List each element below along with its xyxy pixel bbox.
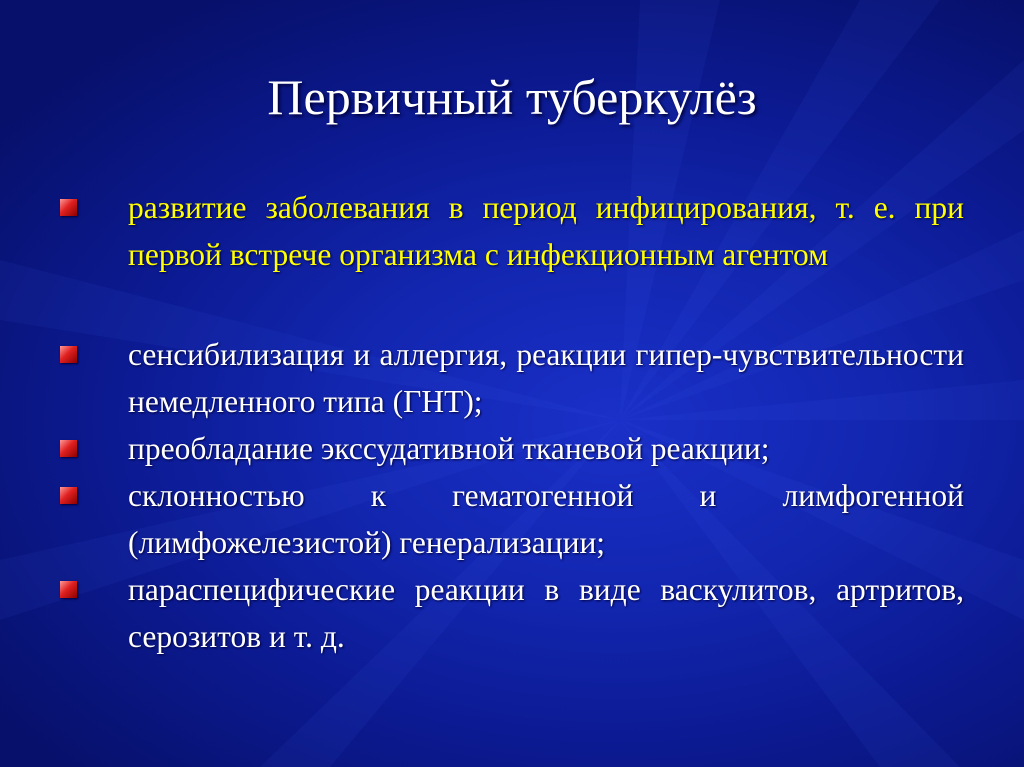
bullet-square-icon	[60, 581, 77, 598]
slide-title: Первичный туберкулёз	[267, 69, 757, 125]
bullet-text: сенсибилизация и аллергия, реакции гипер-чувствительности немедленного типа (ГНТ);	[128, 337, 964, 419]
bullet-text: склонностью к гематогенной и лимфогенной (лимфожелезистой) генерализации;	[128, 478, 964, 560]
list-item	[128, 331, 964, 425]
bullet-text: параспецифические реакции в виде васкулитов, артритов, серозитов и т. д.	[128, 572, 964, 654]
bullet-square-icon	[60, 440, 77, 457]
bullet-text: развитие заболевания в период инфицирования, т. е. при первой встрече организма с инфекционным агентом	[128, 190, 964, 272]
bullet-square-icon	[60, 346, 77, 363]
bullet-square-icon	[60, 487, 77, 504]
list-item	[128, 425, 964, 472]
bullet-text: преобладание экссудативной тканевой реакции;	[128, 431, 770, 466]
list-item	[128, 184, 964, 278]
list-item	[128, 566, 964, 660]
list-item	[128, 472, 964, 566]
bullet-square-icon	[60, 199, 77, 216]
